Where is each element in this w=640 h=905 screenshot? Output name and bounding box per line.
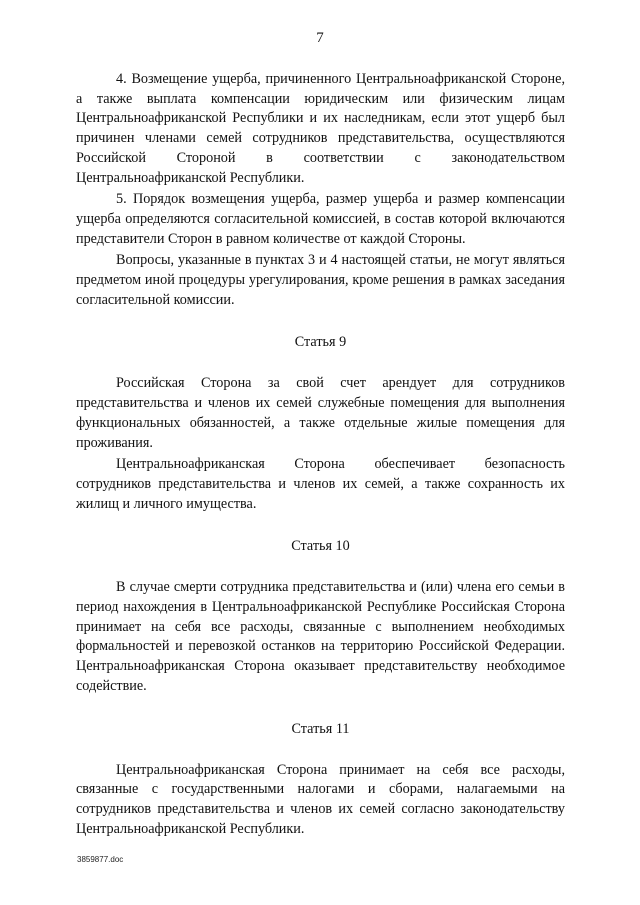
article-9-heading: Статья 9 xyxy=(294,334,347,351)
article-9-paragraph-2: Центральноафриканская Сторона обеспечивает безопасность сотрудников представительства и членов их семей, а также сохранность их жилищ и личного имущества. xyxy=(76,456,565,512)
document-body xyxy=(76,70,565,839)
page-number: 7 xyxy=(316,30,324,46)
paragraph-5: 5. Порядок возмещения ущерба, размер ущерба и размер компенсации ущерба определяются согласительной комиссией, в состав которой включаются представители Сторон в равном количестве от каждой Стороны. xyxy=(76,191,565,247)
article-10-heading: Статья 10 xyxy=(291,538,350,555)
article-11-heading: Статья 11 xyxy=(291,720,350,737)
article-10-paragraph-1: В случае смерти сотрудника представительства и (или) члена его семьи в период нахождения в Центральноафриканской Республике Российская Сторона принимает на себя все расходы, связанные с выполнением необходимых формальностей и перевозкой останков на территорию Российской Федерации. Центральноафриканская Сторона оказывает представительству необходимое содействие. xyxy=(76,579,565,694)
footer-file-name: 3859877.doc xyxy=(77,855,124,864)
article-11-paragraph-1: Центральноафриканская Сторона принимает на себя все расходы, связанные с государственными налогами и сборами, налагаемыми на сотрудников представительства и членов их семей согласно законодательству Центральноафриканской Республики. xyxy=(76,761,565,837)
paragraph-4: 4. Возмещение ущерба, причиненного Центральноафриканской Стороне, а также выплата компенсации юридическим или физическим лицам Центральноафриканской Республики и их наследникам, если этот ущерб был причинен членами семей сотрудников представительства, осуществляются Российской Стороной в соответствии с законодательством Центральноафриканской Республики. xyxy=(76,71,565,186)
paragraph-questions: Вопросы, указанные в пунктах 3 и 4 настоящей статьи, не могут являться предметом иной процедуры урегулирования, кроме решения в рамках заседания согласительной комиссии. xyxy=(76,252,565,308)
article-9-paragraph-1: Российская Сторона за свой счет арендует для сотрудников представительства и членов их семей служебные помещения для выполнения функциональных обязанностей, а также отдельные жилые помещения для проживания. xyxy=(76,375,565,451)
